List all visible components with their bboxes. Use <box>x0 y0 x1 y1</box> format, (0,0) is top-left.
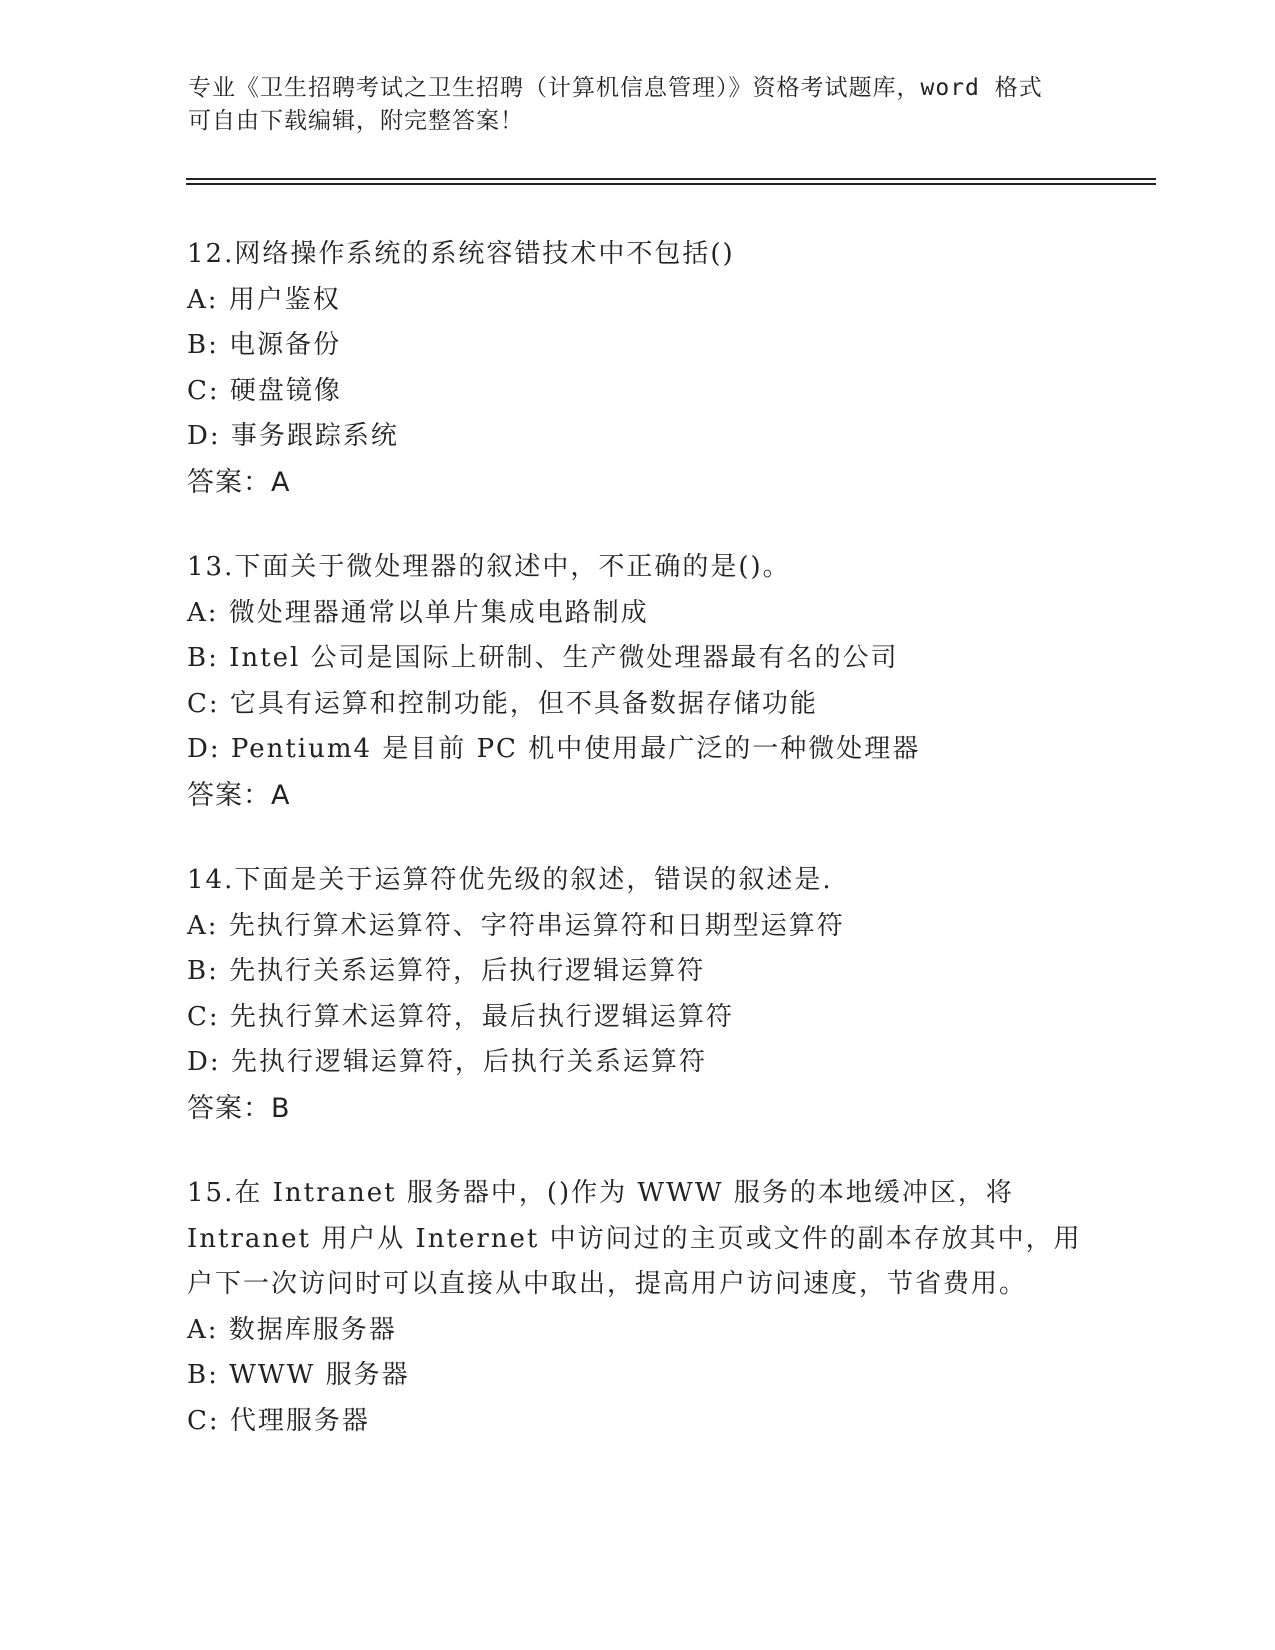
option-b: B: WWW 服务器 <box>187 1360 410 1390</box>
option-d: D: 先执行逻辑运算符，后执行关系运算符 <box>187 1047 707 1077</box>
question-15 <box>187 1171 1087 1444</box>
question-stem-line-1: 15.在 Intranet 服务器中，()作为 WWW 服务的本地缓冲区，将 <box>187 1178 1014 1208</box>
option-a: A: 数据库服务器 <box>187 1314 397 1345</box>
question-stem-line-3: 户下一次访问时可以直接从中取出，提高用户访问速度，节省费用。 <box>187 1269 1028 1299</box>
document-header <box>188 72 1088 138</box>
answer-line: 答案：A <box>187 466 291 498</box>
answer-line: 答案：B <box>187 1092 291 1124</box>
option-a: A: 先执行算术运算符、字符串运算符和日期型运算符 <box>187 910 845 941</box>
option-c: C: 它具有运算和控制功能，但不具备数据存储功能 <box>187 688 818 719</box>
question-14 <box>187 858 1087 1131</box>
header-line-1: 专业《卫生招聘考试之卫生招聘（计算机信息管理）》资格考试题库，word 格式 <box>188 75 1043 101</box>
option-b: B: Intel 公司是国际上研制、生产微处理器最有名的公司 <box>187 643 899 673</box>
question-stem-line-2: Intranet 用户从 Internet 中访问过的主页或文件的副本存放其中，用 <box>187 1223 1082 1254</box>
option-c: C: 代理服务器 <box>187 1405 370 1436</box>
option-c: C: 硬盘镜像 <box>187 375 342 406</box>
option-b: B: 先执行关系运算符，后执行逻辑运算符 <box>187 956 706 986</box>
question-12 <box>187 232 1087 505</box>
option-b: B: 电源备份 <box>187 330 342 360</box>
question-stem: 14.下面是关于运算符优先级的叙述，错误的叙述是. <box>187 865 833 895</box>
header-line-2: 可自由下载编辑，附完整答案！ <box>188 108 524 134</box>
question-list <box>187 232 1087 1484</box>
option-d: D: 事务跟踪系统 <box>187 421 399 451</box>
option-a: A: 用户鉴权 <box>187 284 341 315</box>
answer-line: 答案：A <box>187 779 291 811</box>
question-stem: 12.网络操作系统的系统容错技术中不包括() <box>187 239 735 269</box>
option-c: C: 先执行算术运算符，最后执行逻辑运算符 <box>187 1001 734 1032</box>
header-divider <box>186 178 1156 185</box>
option-a: A: 微处理器通常以单片集成电路制成 <box>187 597 649 628</box>
question-13 <box>187 545 1087 818</box>
question-stem: 13.下面关于微处理器的叙述中，不正确的是()。 <box>187 552 791 582</box>
option-d: D: Pentium4 是目前 PC 机中使用最广泛的一种微处理器 <box>187 734 921 764</box>
